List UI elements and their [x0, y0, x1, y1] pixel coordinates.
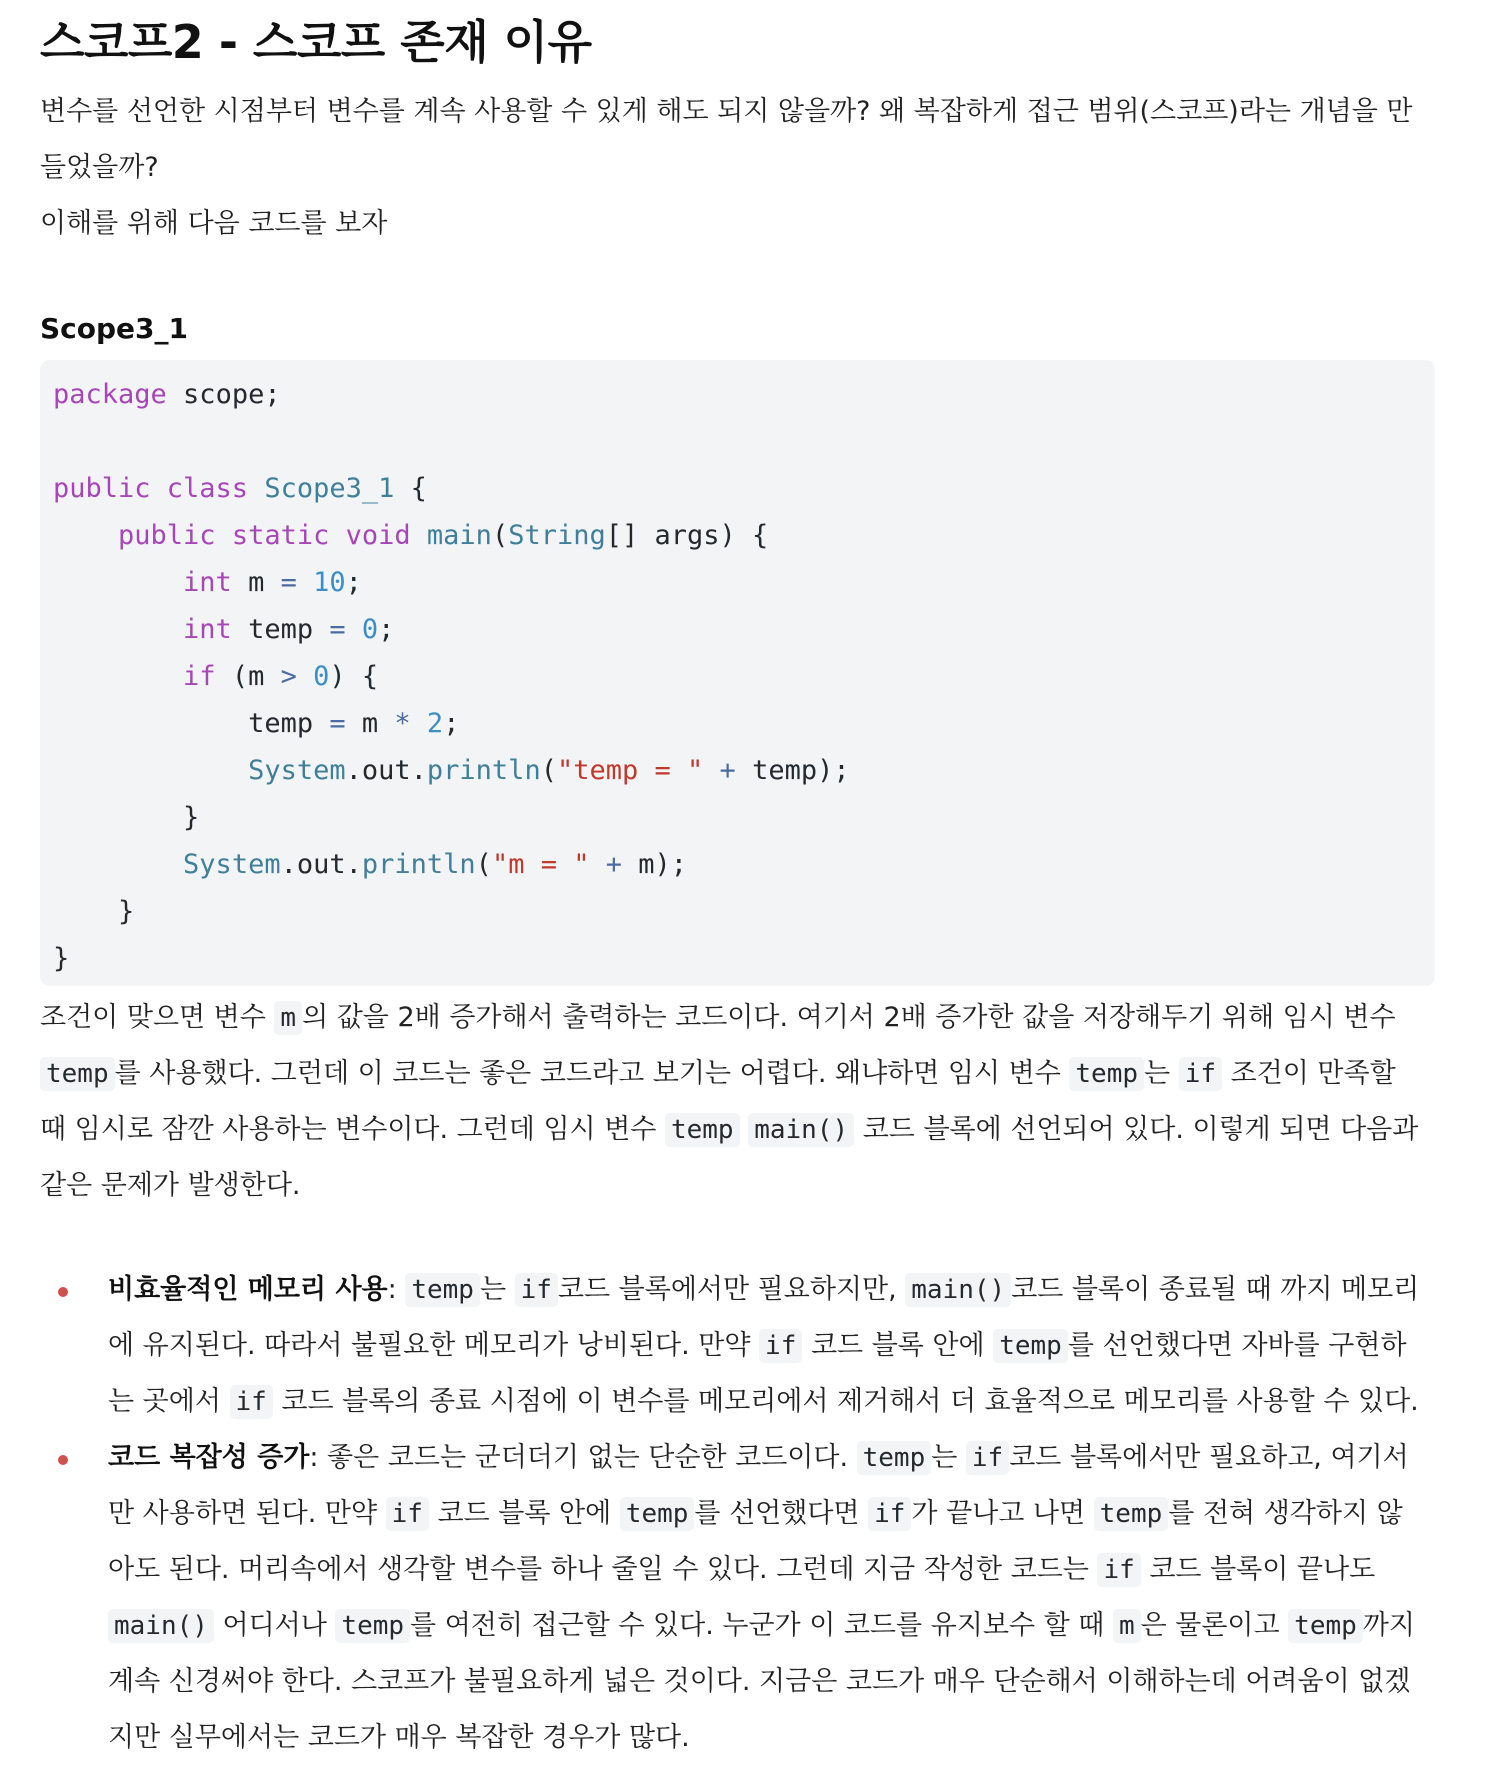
list-item: 코드 복잡성 증가: 좋은 코드는 군더더기 없는 단순한 코드이다. temp 는 if 코드 블록에서만 필요하고, 여기서 만 사용하면 된다. 만약 if 코드 블록 안에 temp 를 선언했다면 if 가 끝나고 나면 temp 를 전혀 생각하지 않 아도 된다. 머리속에서 생각할 변수를 하나 줄일 수 있다. 그런데 지금 작성한 코드는 if 코드 블록이 끝나도 main() 어디서나 temp 를 여전히 접근할 수 있다. 누군가 이 코드를 유지보수 할 때 m 은 물론이고 temp 까지 계속 신경써야 한다. 스코프가 불필요하게 넓은 것이다. 지금은 코드가 매우 단순해서 이해하는데 어려움이 없겠 지만 실무에서는 코드가 매우 복잡한 경우가 많다.: [40, 1430, 1460, 1766]
inline-code: temp: [405, 1273, 480, 1307]
inline-code: if: [868, 1497, 911, 1531]
inline-code: if: [966, 1441, 1009, 1475]
bullet-icon: [58, 1287, 68, 1297]
inline-code: main(): [748, 1113, 854, 1147]
code-line: public class Scope3_1 {: [53, 473, 427, 504]
inline-code: temp: [620, 1497, 695, 1531]
code-line: System.out.println("temp = " + temp);: [248, 755, 850, 786]
inline-code: temp: [993, 1329, 1068, 1363]
inline-code: m: [1113, 1609, 1141, 1643]
code-line: }: [53, 896, 135, 927]
inline-code: temp: [40, 1057, 115, 1091]
inline-code: if: [1097, 1553, 1140, 1587]
code-block: [40, 360, 1435, 986]
code-content: [53, 371, 850, 982]
code-line: package scope;: [53, 379, 281, 410]
intro-line: 이해를 위해 다음 코드를 보자: [40, 208, 388, 239]
code-line: public static void main(String[] args) {: [118, 520, 769, 551]
inline-code: temp: [1288, 1609, 1363, 1643]
bullet-icon: [58, 1455, 68, 1465]
code-line: }: [53, 943, 70, 974]
inline-code: main(): [108, 1609, 214, 1643]
inline-code: temp: [857, 1441, 932, 1475]
intro-line: 변수를 선언한 시점부터 변수를 계속 사용할 수 있게 해도 되지 않을까? 왜 복잡하게 접근 범위(스코프)라는 개념을 만: [40, 96, 1413, 127]
inline-code: temp: [1094, 1497, 1169, 1531]
code-line: }: [53, 802, 200, 833]
inline-code: temp: [665, 1113, 740, 1147]
explanation-paragraph: 조건이 맞으면 변수 m 의 값을 2배 증가해서 출력하는 코드이다. 여기서 2배 증가한 값을 저장해두기 위해 임시 변수 temp 를 사용했다. 그런데 이 코드는 좋은 코드라고 보기는 어렵다. 왜냐하면 임시 변수 temp 는 if 조건이 만족할 때 임시로 잠깐 사용하는 변수이다. 그런데 임시 변수 temp main() 코드 블록에 선언되어 있다. 이렇게 되면 다음과 같은 문제가 발생한다.: [40, 1002, 1419, 1201]
inline-code: temp: [335, 1609, 410, 1643]
bullet-title: 비효율적인 메모리 사용: [108, 1274, 388, 1305]
inline-code: main(): [905, 1273, 1011, 1307]
code-line: temp = m * 2;: [53, 708, 460, 739]
code-line: System.out.println("m = " + m);: [183, 849, 688, 880]
code-line: int temp = 0;: [183, 614, 395, 645]
inline-code: if: [759, 1329, 802, 1363]
inline-code: if: [386, 1497, 429, 1531]
inline-code: m: [274, 1001, 302, 1035]
list-item: 비효율적인 메모리 사용: temp 는 if 코드 블록에서만 필요하지만, main() 코드 블록이 종료될 때 까지 메모리 에 유지된다. 따라서 불필요한 메모리가 낭비된다. 만약 if 코드 블록 안에 temp 를 선언했다면 자바를 구현하 는 곳에서 if 코드 블록의 종료 시점에 이 변수를 메모리에서 제거해서 더 효율적으로 메모리를 사용할 수 있다.: [40, 1262, 1460, 1430]
intro-line: 들었을까?: [40, 152, 159, 183]
code-line: if (m > 0) {: [183, 661, 379, 692]
inline-code: temp: [1069, 1057, 1144, 1091]
bullet-title: 코드 복잡성 증가: [108, 1442, 310, 1473]
section-title: Scope3_1: [40, 312, 188, 345]
code-line: int m = 10;: [183, 567, 362, 598]
inline-code: if: [230, 1385, 273, 1419]
intro-paragraph: [40, 84, 1440, 252]
inline-code: if: [1179, 1057, 1222, 1091]
page-title: 스코프2 - 스코프 존재 이유: [40, 15, 592, 69]
inline-code: if: [515, 1273, 558, 1307]
issue-list: [40, 1262, 1460, 1766]
